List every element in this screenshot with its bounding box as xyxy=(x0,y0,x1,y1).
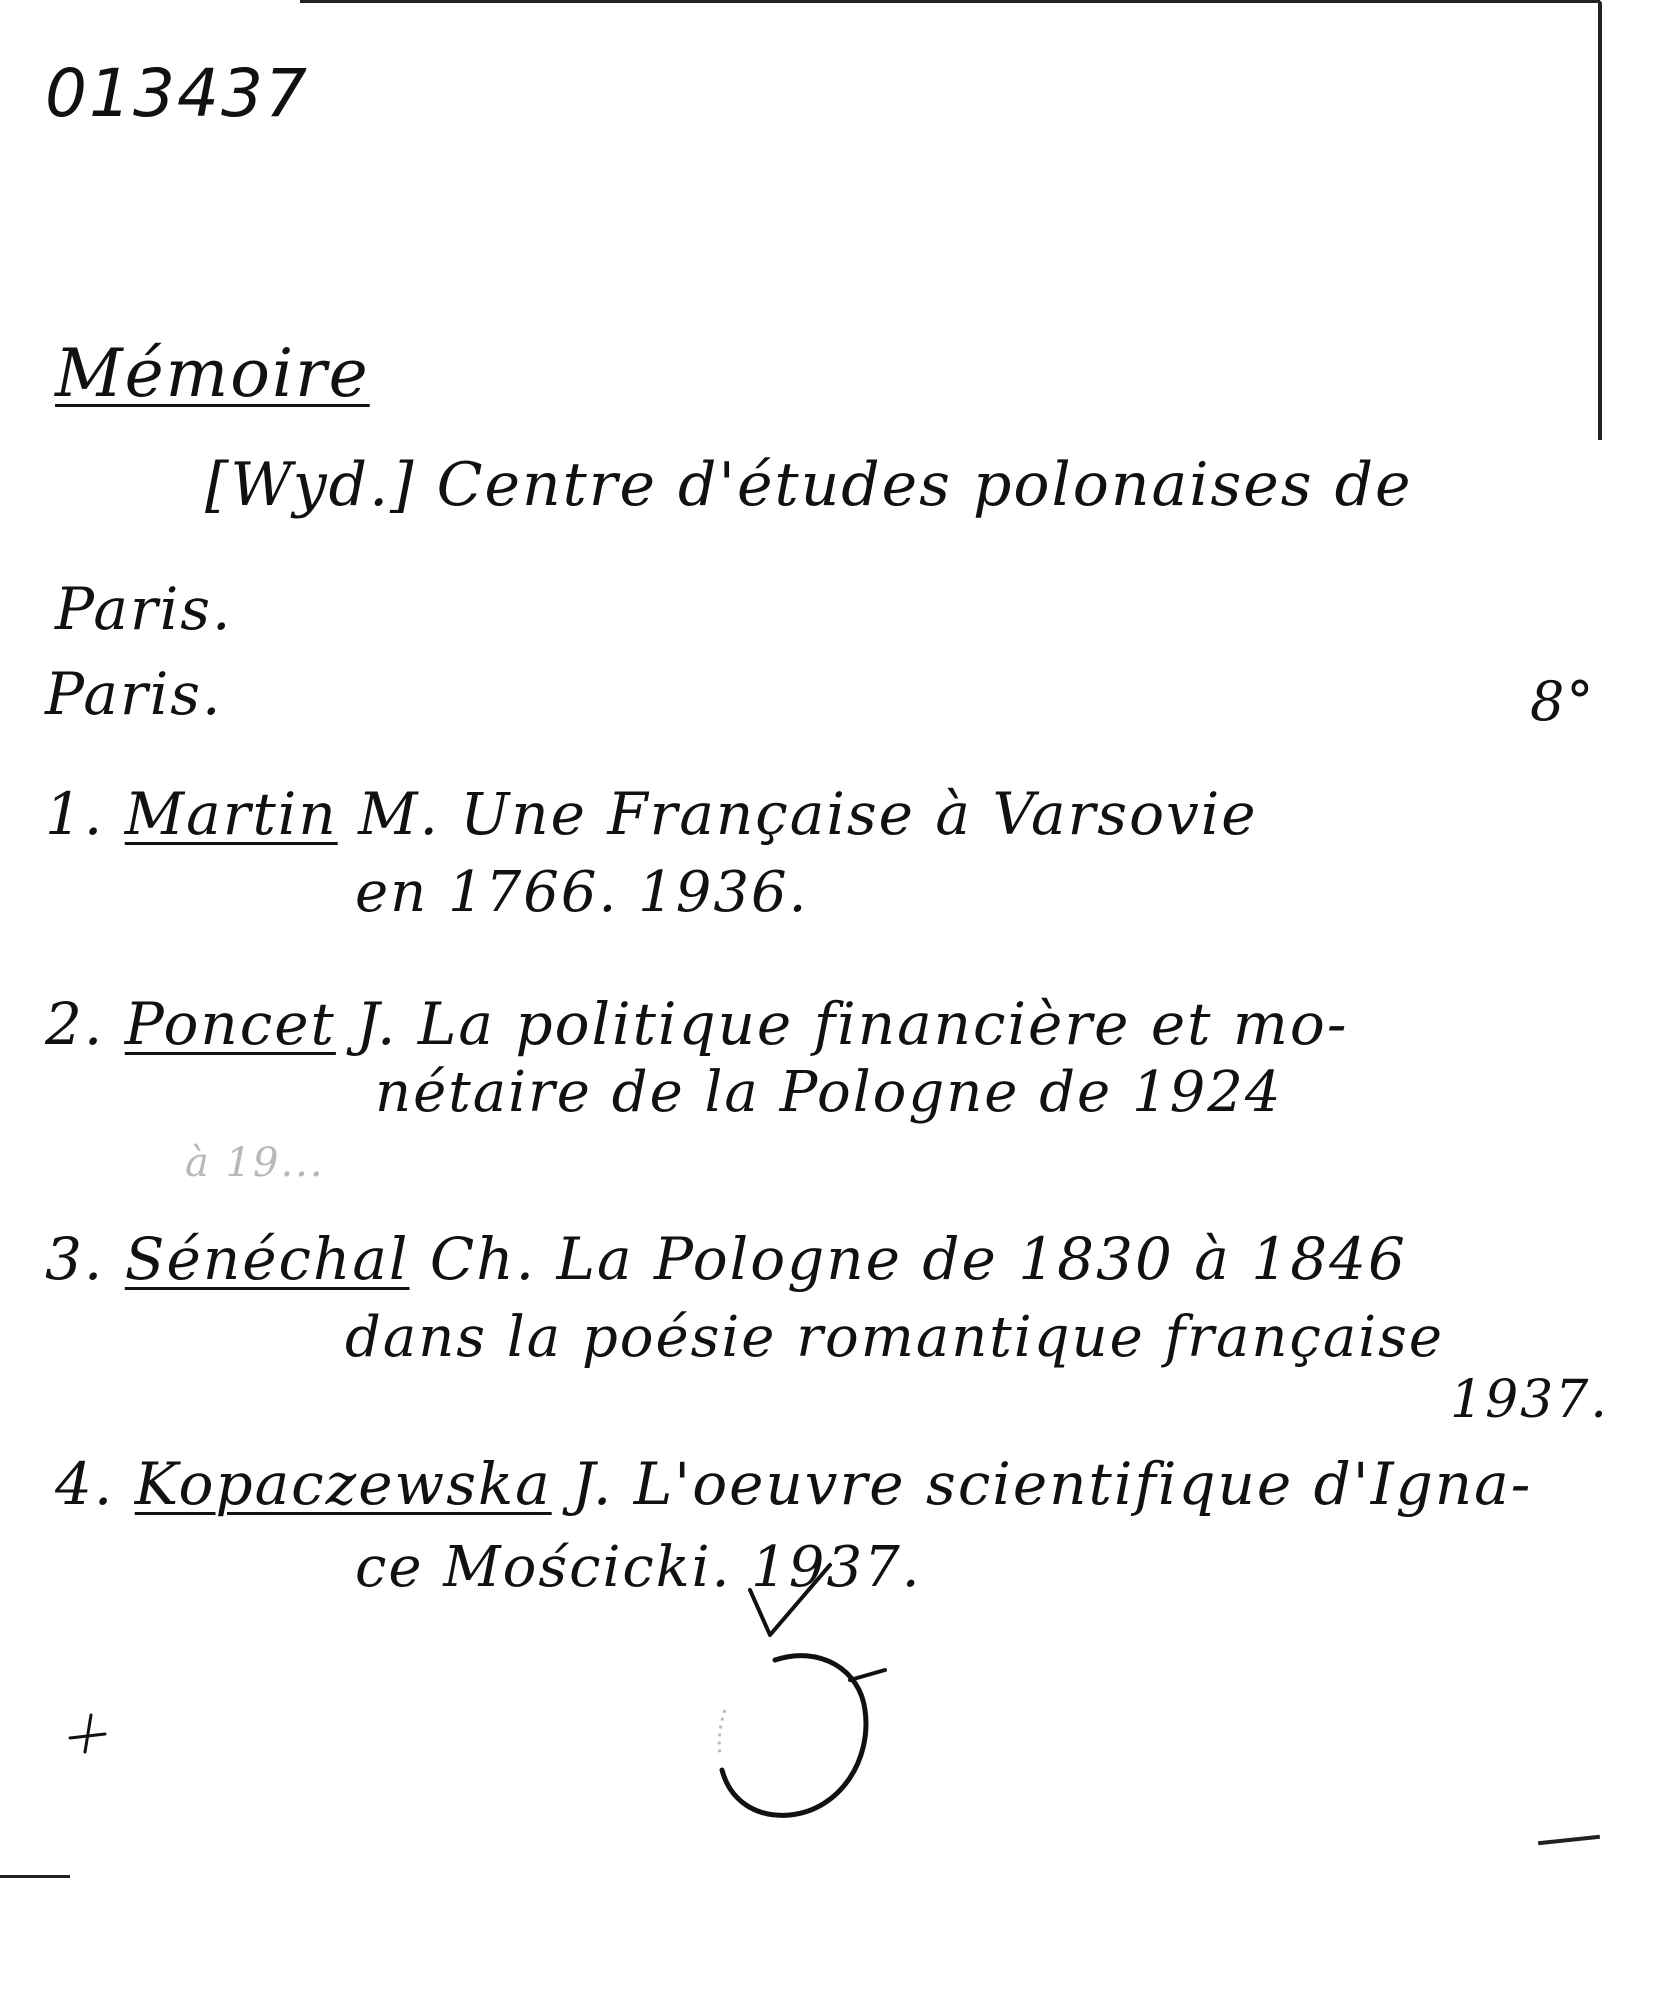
entry-1 xyxy=(45,780,1258,848)
entry-author: Poncet xyxy=(124,990,336,1058)
entry-text: Ch. La Pologne de 1830 à 1846 xyxy=(429,1225,1407,1293)
entry-3-continuation: dans la poésie romantique française xyxy=(345,1305,1445,1370)
entry-number: 1. xyxy=(45,780,105,848)
publisher: [Wyd.] Centre d'études polonaises de xyxy=(205,450,1413,520)
entry-number: 3. xyxy=(45,1225,105,1293)
entry-author: Kopaczewska xyxy=(134,1450,552,1518)
faint-text: à 19... xyxy=(185,1140,325,1186)
card-edge-top xyxy=(300,0,1600,3)
checkmark-icon xyxy=(745,1560,835,1650)
stamp-circle-icon xyxy=(700,1640,900,1830)
entry-author: Sénéchal xyxy=(124,1225,410,1293)
entry-3-year: 1937. xyxy=(1450,1370,1609,1430)
entry-2-continuation: nétaire de la Pologne de 1924 xyxy=(375,1060,1283,1125)
entry-2 xyxy=(45,990,1348,1058)
card-edge-bottom-right xyxy=(1538,1835,1600,1845)
entry-author: Martin xyxy=(124,780,338,848)
publisher-place: Paris. xyxy=(55,575,233,643)
entry-3 xyxy=(45,1225,1407,1293)
card-edge-bottom-left xyxy=(0,1875,70,1878)
entry-text: M. Une Française à Varsovie xyxy=(358,780,1258,848)
place: Paris. xyxy=(45,660,223,728)
entry-text: J. L'oeuvre scientifique d'Igna- xyxy=(572,1450,1533,1518)
card-edge-right xyxy=(1598,0,1602,440)
entry-text: J. La politique financière et mo- xyxy=(356,990,1349,1058)
entry-number: 4. xyxy=(55,1450,115,1518)
entry-1-continuation: en 1766. 1936. xyxy=(355,860,809,925)
cross-mark-icon xyxy=(65,1710,110,1755)
format: 8° xyxy=(1530,670,1596,733)
entry-number: 2. xyxy=(45,990,105,1058)
card-title: Mémoire xyxy=(55,335,370,412)
entry-4-continuation: ce Mościcki. 1937. xyxy=(355,1535,922,1600)
entry-4 xyxy=(55,1450,1532,1518)
accession-number: 013437 xyxy=(45,55,309,132)
